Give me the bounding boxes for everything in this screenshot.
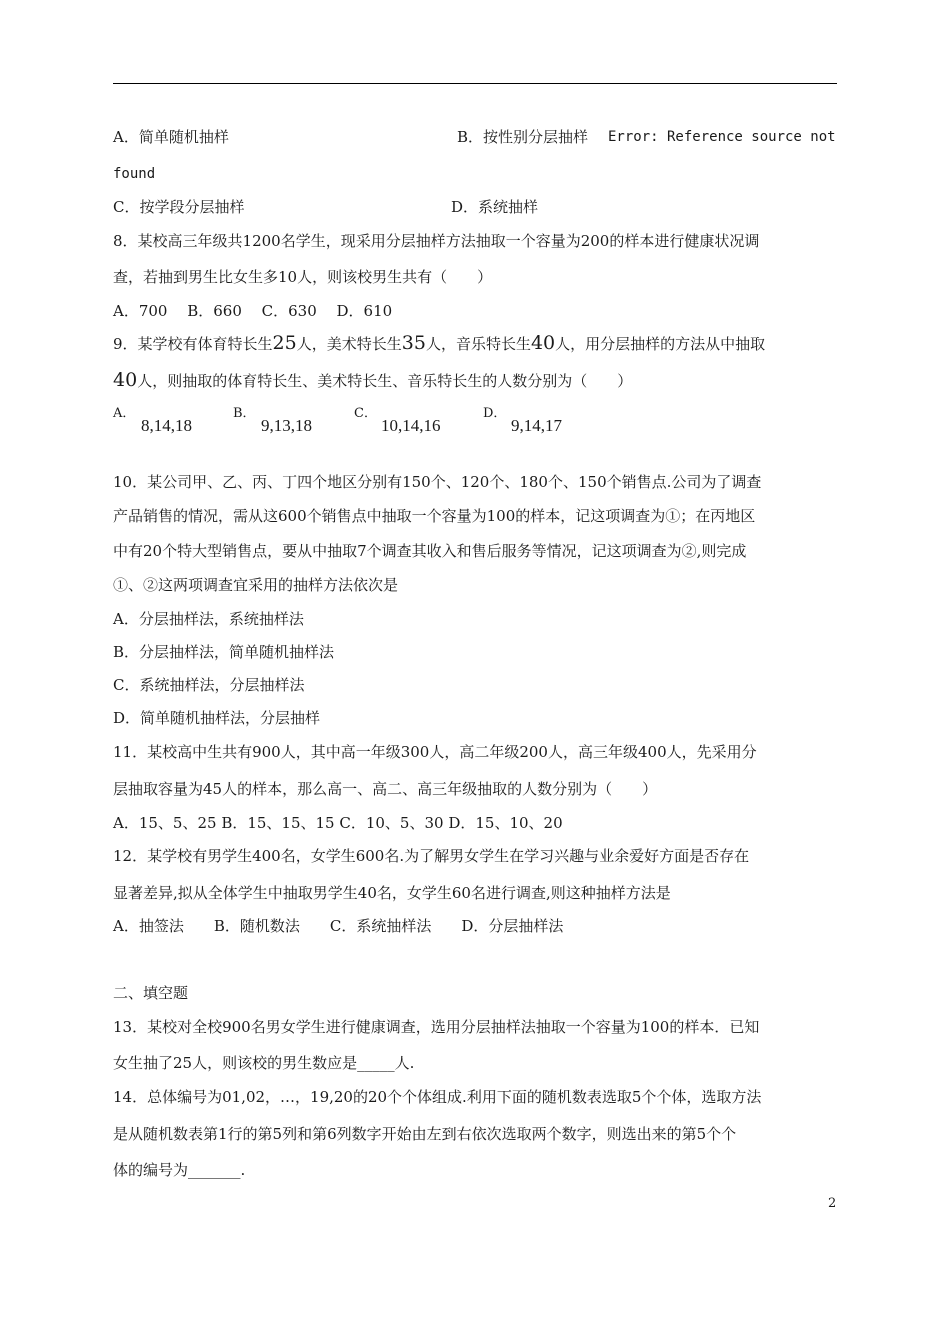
q7-option-c: C．按学段分层抽样 — [113, 198, 245, 216]
q9-option-c-value: 10,14,16 — [381, 416, 441, 435]
q7-option-a: A．简单随机抽样 — [113, 128, 229, 146]
q10-option-c: C．系统抽样法，分层抽样法 — [113, 676, 305, 694]
q9-option-b-label: B． — [233, 406, 256, 421]
q8-line-1: 8．某校高三年级共1200名学生，现采用分层抽样方法抽取一个容量为200的样本进行健康状况调 — [113, 232, 760, 250]
q13-line-2: 女生抽了25人，则该校的男生数应是_____人. — [113, 1054, 415, 1072]
q11-options: A．15、5、25 B．15、15、15 C．10、5、30 D．15、10、20 — [113, 814, 563, 832]
q12-line-2: 显著差异,拟从全体学生中抽取男学生40名，女学生60名进行调查,则这种抽样方法是 — [113, 884, 671, 902]
q10-line-4: ①、②这两项调查宜采用的抽样方法依次是 — [113, 576, 399, 594]
q9-option-d-value: 9,14,17 — [511, 416, 562, 435]
q10-option-a: A．分层抽样法，系统抽样法 — [113, 610, 304, 628]
q10-line-3: 中有20个特大型销售点，要从中抽取7个调查其收入和售后服务等情况，记这项调查为②,则完成 — [113, 542, 747, 560]
q12-line-1: 12．某学校有男学生400名，女学生600名.为了解男女学生在学习兴趣与业余爱好方面是否存在 — [113, 847, 750, 865]
q10-option-b: B．分层抽样法，简单随机抽样法 — [113, 643, 335, 661]
section-title: 二、填空题 — [113, 984, 189, 1002]
q8-options: A．700 B．660 C．630 D．610 — [113, 302, 393, 320]
q11-line-1: 11．某校高中生共有900人，其中高一年级300人，高二年级200人，高三年级400人，先采用分 — [113, 743, 757, 761]
q9-num-1: 25 — [272, 332, 297, 354]
q14-line-3: 体的编号为_______. — [113, 1161, 246, 1179]
q9-text-e: 人，则抽取的体育特长生、美术特长生、音乐特长生的人数分别为（ ） — [137, 372, 633, 390]
q9-text-a: 9．某学校有体育特长生 — [113, 335, 273, 353]
q8-line-2: 查，若抽到男生比女生多10人，则该校男生共有（ ） — [113, 268, 493, 286]
q9-text-c: 人，音乐特长生 — [425, 335, 531, 353]
q9-num-3: 40 — [530, 332, 556, 354]
q9-option-d-label: D． — [483, 406, 507, 421]
q7-error-text: Error: Reference source not — [608, 129, 836, 145]
q9-option-a-value: 8,14,18 — [141, 416, 192, 435]
q10-line-1: 10．某公司甲、乙、丙、丁四个地区分别有150个、120个、180个、150个销售点.公司为了调查 — [113, 473, 762, 491]
q9-text-d: 人，用分层抽样的方法从中抽取 — [555, 335, 766, 353]
q10-line-2: 产品销售的情况，需从这600个销售点中抽取一个容量为100的样本，记这项调查为①；在丙地区 — [113, 507, 756, 525]
page-number: 2 — [828, 1196, 837, 1211]
q7-option-d: D．系统抽样 — [451, 198, 539, 216]
q12-options: A．抽签法 B．随机数法 C．系统抽样法 D．分层抽样法 — [113, 917, 564, 935]
q14-line-1: 14．总体编号为01,02，…，19,20的20个个体组成.利用下面的随机数表选取5个个体，选取方法 — [113, 1088, 762, 1106]
q7-option-b: B．按性别分层抽样 — [457, 128, 589, 146]
q7-error-text-cont: found — [113, 166, 156, 182]
q9-num-2: 35 — [401, 332, 426, 354]
q14-line-2: 是从随机数表第1行的第5列和第6列数字开始由左到右依次选取两个数字，则选出来的第5个个 — [113, 1125, 737, 1143]
q9-line-1 — [113, 333, 765, 354]
q9-option-b-value: 9,13,18 — [261, 416, 312, 435]
q9-line-2 — [113, 370, 632, 391]
q13-line-1: 13．某校对全校900名男女学生进行健康调查，选用分层抽样法抽取一个容量为100的样本．已知 — [113, 1018, 760, 1036]
q9-option-c-label: C． — [354, 406, 377, 421]
q10-option-d: D．简单随机抽样法，分层抽样 — [113, 709, 321, 727]
header-rule — [113, 83, 837, 84]
q11-line-2: 层抽取容量为45人的样本，那么高一、高二、高三年级抽取的人数分别为（ ） — [113, 780, 658, 798]
q9-option-a-label: A． — [113, 406, 136, 421]
q9-text-b: 人，美术特长生 — [296, 335, 402, 353]
q9-num-4: 40 — [113, 369, 138, 391]
